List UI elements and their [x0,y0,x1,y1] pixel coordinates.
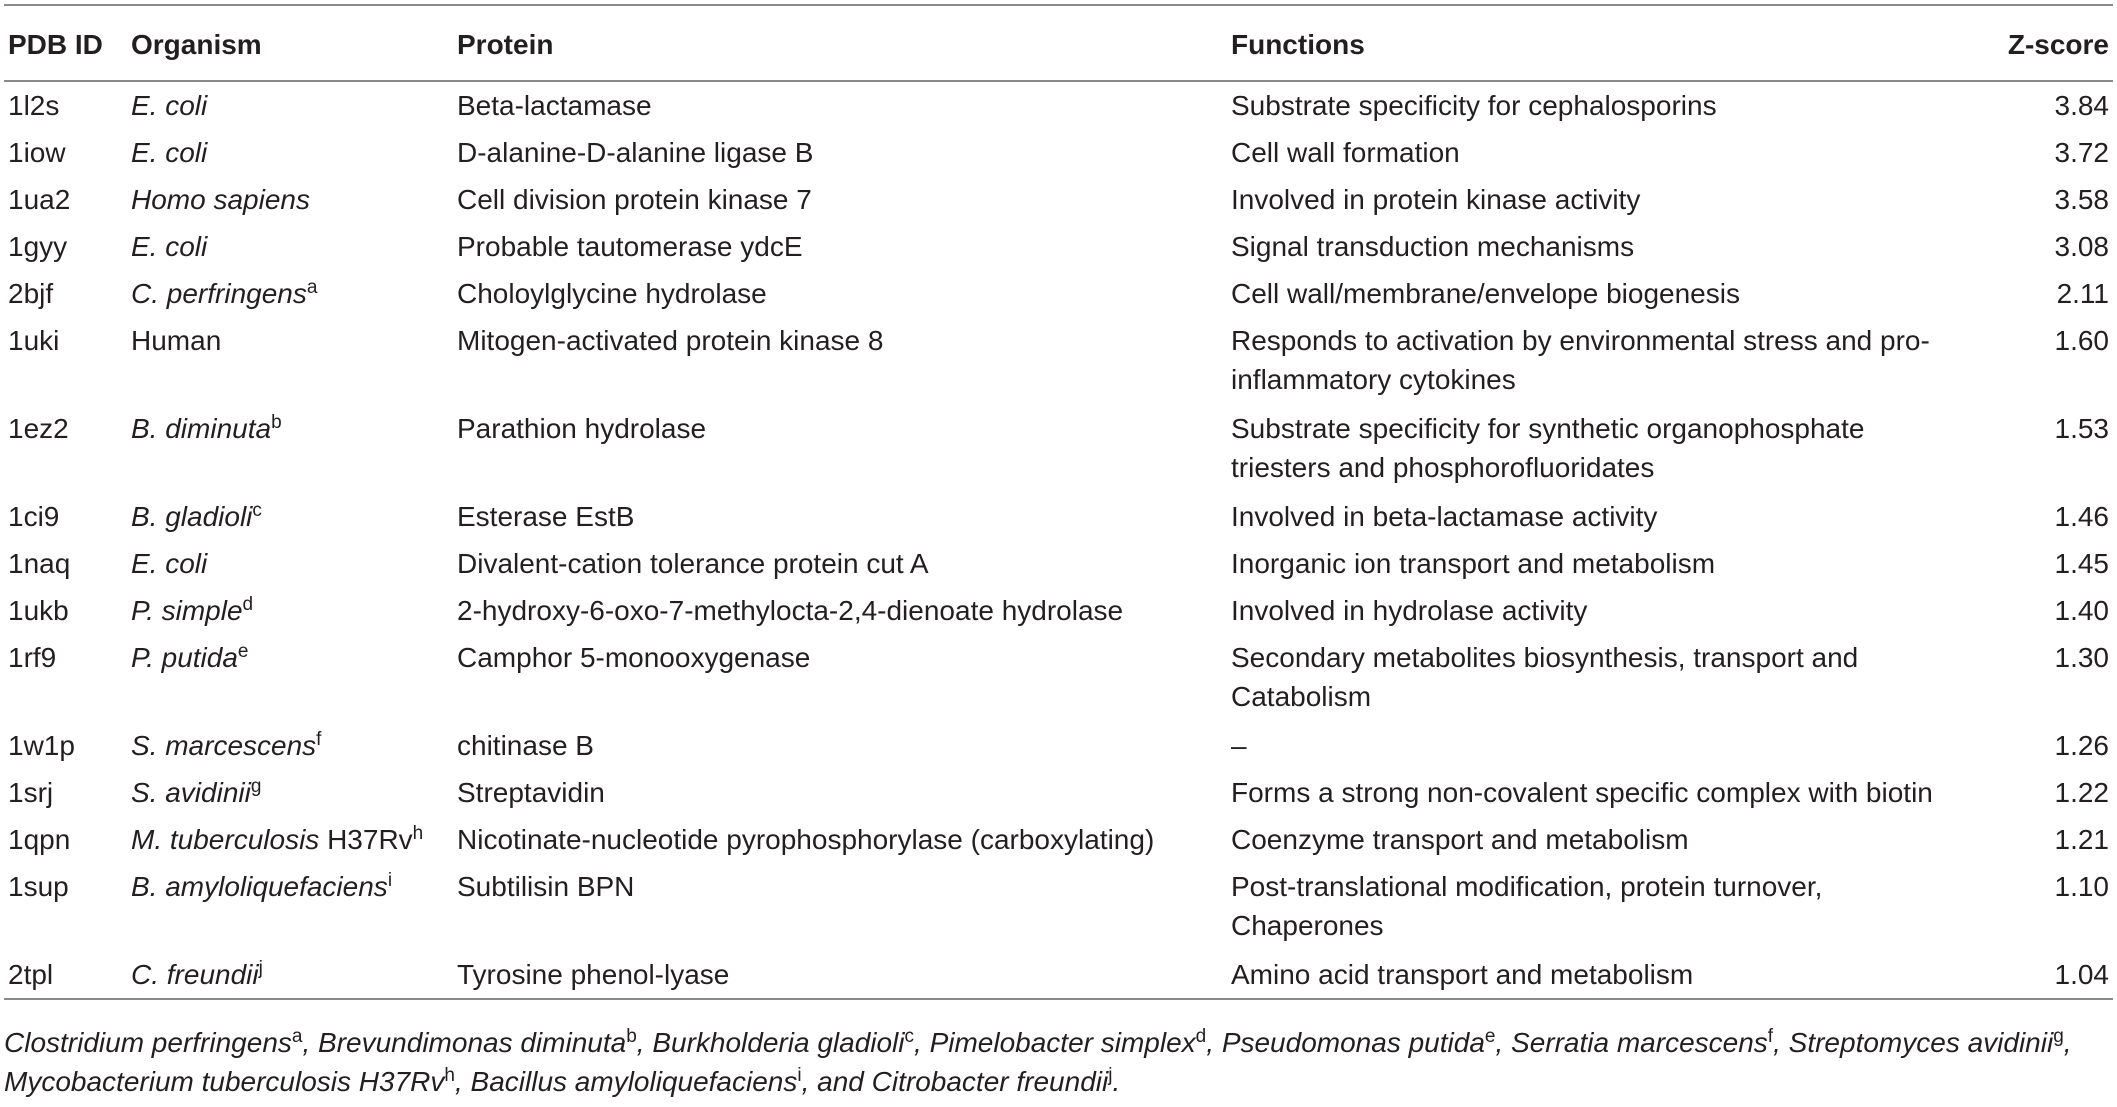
cell-z-score: 1.21 [2054,824,2109,855]
cell-z-score: 1.60 [2054,325,2109,356]
footnote-separator: , [914,1027,930,1058]
footnote-marker: g [2053,1026,2064,1047]
footnote-organism: Pimelobacter simplex [929,1027,1196,1058]
footnote-separator: , and [801,1066,872,1097]
cell-pdb-id: 1rf9 [8,642,57,673]
header-protein: Protein [457,29,554,60]
cell-protein: Tyrosine phenol-lyase [457,959,730,990]
table-row [4,82,2113,129]
cell-pdb-id: 1qpn [8,824,71,855]
footnote-organism: Clostridium perfringens [4,1027,292,1058]
cell-pdb-id: 1ukb [8,595,69,626]
cell-z-score: 1.46 [2054,501,2109,532]
organism-footnote-marker: e [237,641,249,662]
table-row [4,587,2113,634]
footnote-item [1511,1027,1789,1058]
cell-z-score: 3.58 [2054,184,2109,215]
organism-footnote-marker: f [316,729,322,750]
cell-pdb-id: 1w1p [8,730,75,761]
cell-z-score: 3.84 [2054,90,2109,121]
organism-name: C. perfringens [131,278,307,309]
footnote-separator: , [454,1066,471,1097]
header-organism: Organism [131,29,262,60]
table-row [4,405,2113,493]
functions-line: inflammatory cytokines [1231,364,1516,395]
organism-name: S. marcescens [131,730,317,761]
table-row [4,129,2113,176]
cell-organism [131,180,456,219]
organism-name: C. freundii [131,959,259,990]
footnote-item [652,1027,929,1058]
cell-protein: Streptavidin [457,777,605,808]
cell-pdb-id: 1uki [8,325,60,356]
cell-organism [131,409,456,448]
cell-protein: Nicotinate-nucleotide pyrophosphorylase (carboxylating) [457,824,1155,855]
footnote-organism: Bacillus amyloliquefaciens [470,1066,798,1097]
cell-organism [131,591,456,630]
footnote-separator: , [302,1027,319,1058]
cell-pdb-id: 1l2s [8,90,60,121]
organism-footnote-marker: b [271,412,282,433]
cell-functions [1231,321,2011,399]
cell-z-score: 1.22 [2054,777,2109,808]
footnote-marker: c [904,1026,914,1047]
cell-protein: Beta-lactamase [457,90,652,121]
cell-protein: Cell division protein kinase 7 [457,184,812,215]
cell-pdb-id: 1ua2 [8,184,71,215]
cell-functions: Coenzyme transport and metabolism [1231,824,1689,855]
cell-organism [131,955,456,994]
organism-name: E. coli [131,231,208,262]
footnote-separator: , [636,1027,653,1058]
table-row [4,317,2113,405]
cell-organism [131,820,456,859]
footnote-separator: . [1112,1066,1121,1097]
cell-organism [131,86,456,125]
table-row [4,223,2113,270]
table-row [4,722,2113,769]
cell-organism [131,726,456,765]
header-pdb-id: PDB ID [8,29,103,60]
cell-functions: Involved in protein kinase activity [1231,184,1641,215]
cell-organism [131,544,456,583]
cell-functions [1231,409,2011,487]
organism-name: M. tuberculosis [131,824,320,855]
organism-footnote-marker: d [242,594,254,615]
footnote-organism: Pseudomonas putida [1221,1027,1485,1058]
table-bottom-rule [4,998,2113,1000]
cell-z-score: 3.72 [2054,137,2109,168]
header-functions: Functions [1231,29,1365,60]
header-z-score: Z-score [2007,29,2109,60]
functions-line: Post-translational modification, protein turnover, [1231,871,1823,902]
footnote-item [4,1066,471,1097]
cell-organism [131,227,456,266]
organism-name: E. coli [131,137,208,168]
cell-protein: Divalent-cation tolerance protein cut A [457,548,929,579]
table-row [4,270,2113,317]
table-row [4,634,2113,722]
organism-footnote-marker: h [412,823,424,844]
organism-footnote-marker: c [252,500,262,521]
cell-pdb-id: 2tpl [8,959,54,990]
organism-name: Homo sapiens [131,184,310,215]
cell-organism [131,133,456,172]
cell-organism [131,867,456,906]
functions-line: triesters and phosphorofluoridates [1231,452,1655,483]
cell-protein: Probable tautomerase ydcE [457,231,803,262]
cell-functions: Involved in beta-lactamase activity [1231,501,1658,532]
cell-protein: Choloylglycine hydrolase [457,278,767,309]
organism-footnote-marker: g [250,776,262,797]
table-row [4,816,2113,863]
cell-organism [131,274,456,313]
organism-name: B. gladioli [131,501,253,532]
functions-line: Substrate specificity for synthetic organophosphate [1231,413,1865,444]
cell-pdb-id: 1ez2 [8,413,69,444]
cell-protein: 2-hydroxy-6-oxo-7-methylocta-2,4-dienoate hydrolase [457,595,1124,626]
cell-pdb-id: 1gyy [8,231,68,262]
table-row [4,863,2113,951]
organism-footnote-marker: a [306,277,318,298]
footnote-marker: b [626,1026,637,1047]
cell-pdb-id: 2bjf [8,278,54,309]
functions-line: Chaperones [1231,910,1384,941]
organism-name: E. coli [131,90,208,121]
footnote-organism: Citrobacter freundii [871,1066,1109,1097]
footnote-separator: , [2063,1027,2072,1058]
cell-pdb-id: 1srj [8,777,54,808]
organism-name: P. simple [131,595,243,626]
cell-functions: Signal transduction mechanisms [1231,231,1635,262]
functions-line: Catabolism [1231,681,1372,712]
cell-protein: Parathion hydrolase [457,413,707,444]
organism-strain: H37Rv [319,824,413,855]
footnote-separator: , [1495,1027,1512,1058]
footnote-marker: i [797,1065,802,1086]
organism-name: E. coli [131,548,208,579]
cell-z-score: 1.26 [2054,730,2109,761]
footnote-item [4,1027,318,1058]
data-table [4,4,2113,1000]
organism-name: P. putida [131,642,238,673]
cell-functions: Amino acid transport and metabolism [1231,959,1694,990]
footnote-marker: j [1108,1065,1113,1086]
cell-functions: Involved in hydrolase activity [1231,595,1588,626]
cell-z-score: 1.30 [2054,642,2109,673]
cell-pdb-id: 1sup [8,871,69,902]
footnote-item [872,1066,1121,1097]
cell-protein: D-alanine-D-alanine ligase B [457,137,814,168]
cell-z-score: 1.40 [2054,595,2109,626]
footnote-item [471,1066,872,1097]
footnote-organism: Mycobacterium tuberculosis H37Rv [4,1066,445,1097]
organism-footnote-marker: i [387,870,393,891]
cell-protein: Esterase EstB [457,501,635,532]
table-header-row [4,6,2113,80]
cell-protein: Mitogen-activated protein kinase 8 [457,325,884,356]
cell-organism [131,321,456,360]
organism-name: S. avidinii [131,777,251,808]
table-footnote [4,1023,2113,1101]
footnote-item [930,1027,1222,1058]
table-row [4,769,2113,816]
footnote-organism: Streptomyces avidinii [1788,1027,2054,1058]
cell-pdb-id: 1iow [8,137,66,168]
cell-functions: Substrate specificity for cephalosporins [1231,90,1717,121]
cell-organism [131,497,456,536]
cell-functions: Forms a strong non-covalent specific complex with biotin [1231,777,1933,808]
footnote-separator: , [1206,1027,1222,1058]
cell-pdb-id: 1ci9 [8,501,60,532]
table-row [4,540,2113,587]
organism-name: Human [131,325,222,356]
footnote-marker: d [1195,1026,1207,1047]
cell-functions [1231,867,2011,945]
cell-z-score: 1.10 [2054,871,2109,902]
cell-z-score: 1.53 [2054,413,2109,444]
footnote-item [1789,1027,2072,1058]
table-row [4,176,2113,223]
footnote-separator: , [1773,1027,1789,1058]
cell-z-score: 1.04 [2054,959,2109,990]
cell-z-score: 1.45 [2054,548,2109,579]
cell-protein: Camphor 5-monooxygenase [457,642,811,673]
cell-protein: Subtilisin BPN [457,871,635,902]
footnote-marker: e [1484,1026,1496,1047]
footnote-item [1222,1027,1511,1058]
table-row [4,951,2113,998]
cell-organism [131,773,456,812]
footnote-marker: f [1767,1026,1774,1047]
footnote-marker: a [291,1026,303,1047]
cell-pdb-id: 1naq [8,548,71,579]
cell-functions: Cell wall formation [1231,137,1460,168]
functions-line: Responds to activation by environmental stress and pro- [1231,325,1930,356]
table-row [4,493,2113,540]
cell-organism [131,638,456,677]
organism-footnote-marker: j [258,958,263,979]
cell-z-score: 3.08 [2054,231,2109,262]
footnote-organism: Brevundimonas diminuta [318,1027,627,1058]
footnote-organism: Burkholderia gladioli [652,1027,905,1058]
organism-name: B. amyloliquefaciens [131,871,388,902]
cell-functions [1231,638,2011,716]
cell-z-score: 2.11 [2056,278,2109,309]
footnote-item [318,1027,652,1058]
cell-functions: Cell wall/membrane/envelope biogenesis [1231,278,1740,309]
footnote-marker: h [444,1065,455,1086]
organism-name: B. diminuta [131,413,272,444]
cell-functions: – [1231,730,1247,761]
footnote-organism: Serratia marcescens [1511,1027,1768,1058]
cell-protein: chitinase B [457,730,594,761]
table-body [4,82,2113,998]
cell-functions: Inorganic ion transport and metabolism [1231,548,1716,579]
functions-line: Secondary metabolites biosynthesis, transport and [1231,642,1859,673]
